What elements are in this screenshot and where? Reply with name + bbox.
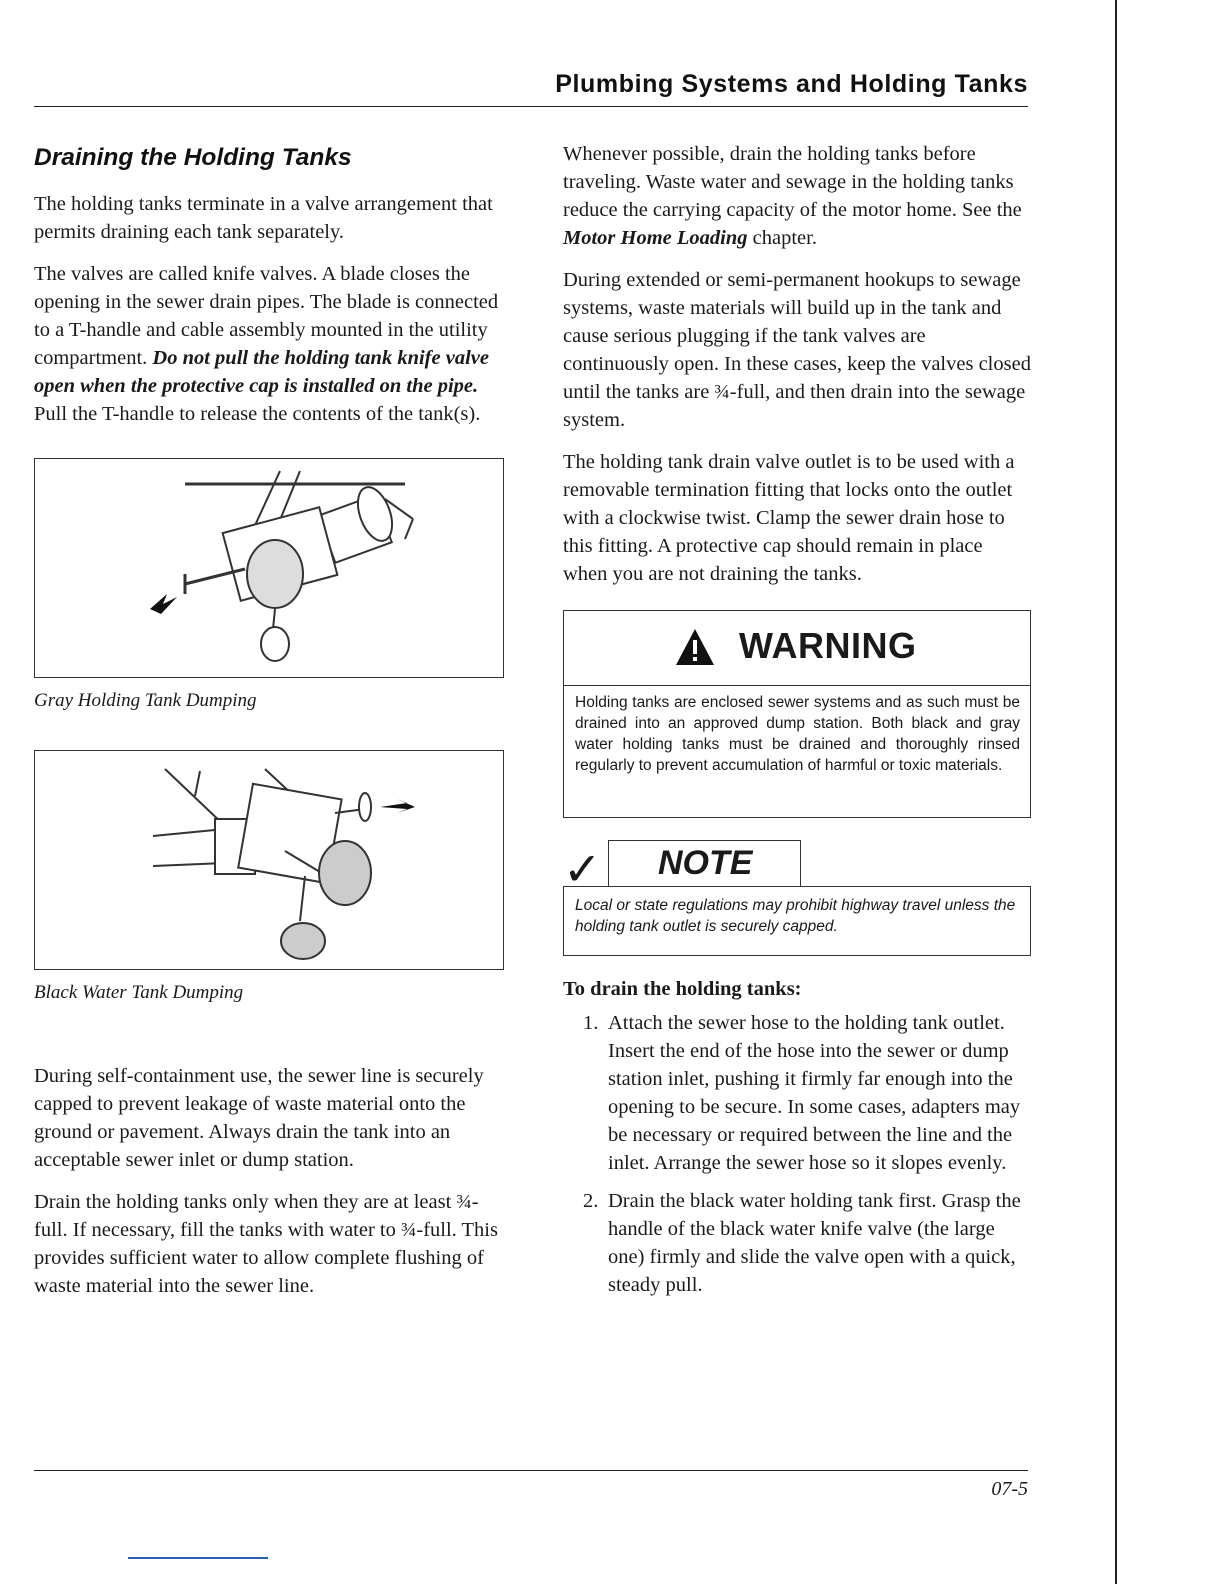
checkmark-icon: ✓	[563, 842, 602, 896]
knife-valves-caution: Do not pull the holding tank knife valve open when the protective cap is installed on the pipe.	[34, 347, 489, 397]
page-header-title: Plumbing Systems and Holding Tanks	[555, 70, 1028, 98]
knife-valves-text: The valves are called knife valves. A blade closes the opening in the sewer drain pipes. The blade is connected to a T-handle and cable assembly mounted in the utility compartment.	[34, 263, 499, 369]
step-item	[563, 1009, 1031, 1177]
step-text: Drain the black water holding tank first. Grasp the handle of the black water knife valve (the large one) firmly and slide the valve open with a quick, steady pull.	[608, 1190, 1021, 1296]
knife-valves-pull: Pull the T-handle to release the contents of the tank(s).	[34, 403, 481, 425]
note-title: NOTE	[658, 844, 753, 882]
paragraph-intro: The holding tanks terminate in a valve arrangement that permits draining each tank separately.	[34, 193, 493, 243]
drain-before-travel-text: Whenever possible, drain the holding tanks before traveling. Waste water and sewage in the holding tanks reduce the carrying capacity of the motor home. See the	[563, 143, 1022, 221]
black-tank-valve-illustration-icon	[35, 751, 503, 969]
figure-black-caption: Black Water Tank Dumping	[34, 982, 244, 1003]
warning-header	[564, 611, 1030, 686]
paragraph-extended-hookups: During extended or semi-permanent hookups to sewage systems, waste materials will build up in the tank and cause serious plugging if the tank valves are continuously open. In these cases, keep the valves closed until the tanks are ¾-full, and then drain into the sewage system.	[563, 269, 1031, 431]
warning-box	[563, 610, 1031, 818]
figure-gray-caption: Gray Holding Tank Dumping	[34, 690, 257, 711]
paragraph-drain-three-quarter: Drain the holding tanks only when they are at least ¾-full. If necessary, fill the tanks with water to ¾-full. This provides sufficient water to allow complete flushing of waste material into the sewer line.	[34, 1191, 498, 1297]
warning-triangle-icon	[674, 627, 716, 667]
warning-text: Holding tanks are enclosed sewer systems and as such must be drained into an approved dump station. Both black and gray water holding tanks must be drained and thoroughly rinsed regularly to prevent accumulation of harmful or toxic materials.	[575, 694, 1020, 774]
gray-tank-valve-illustration-icon	[35, 459, 503, 677]
paragraph-self-containment: During self-containment use, the sewer line is securely capped to prevent leakage of waste material onto the ground or pavement. Always drain the tank into an acceptable sewer inlet or dump station.	[34, 1065, 484, 1171]
step-item	[563, 1187, 1031, 1299]
page-edge-line	[1115, 0, 1117, 1584]
step-number: 2.	[583, 1190, 599, 1212]
paragraph-knife-valves	[34, 260, 502, 428]
note-block	[563, 836, 1031, 960]
footer-rule	[34, 1470, 1028, 1471]
section-title: Draining the Holding Tanks	[34, 144, 352, 171]
blue-underline-bar	[128, 1557, 268, 1559]
paragraph-drain-before-travel	[563, 140, 1031, 252]
chapter-word: chapter.	[752, 227, 817, 249]
paragraph-termination-fitting: The holding tank drain valve outlet is to be used with a removable termination fitting that locks onto the outlet with a clockwise twist. Clamp the sewer drain hose to this fitting. A protective cap should remain in place when you are not draining the tanks.	[563, 451, 1015, 585]
note-text: Local or state regulations may prohibit highway travel unless the holding tank outlet is securely capped.	[563, 886, 1031, 956]
drain-steps-list	[563, 1009, 1031, 1299]
header-rule	[34, 106, 1028, 107]
motor-home-loading-reference: Motor Home Loading	[563, 227, 748, 249]
step-text: Attach the sewer hose to the holding tank outlet. Insert the end of the hose into the sewer or dump station inlet, pushing it firmly far enough into the opening to be secure. In some cases, adapters may be necessary or required between the line and the inlet. Arrange the sewer hose so it slopes evenly.	[608, 1012, 1021, 1174]
figure-black-tank	[34, 750, 504, 970]
left-column	[34, 140, 502, 1314]
warning-title: WARNING	[739, 625, 917, 666]
figure-gray-tank	[34, 458, 504, 678]
step-number: 1.	[583, 1012, 599, 1034]
right-column	[563, 140, 1031, 1309]
page-number: 07-5	[991, 1478, 1028, 1500]
steps-heading: To drain the holding tanks:	[563, 978, 802, 1000]
